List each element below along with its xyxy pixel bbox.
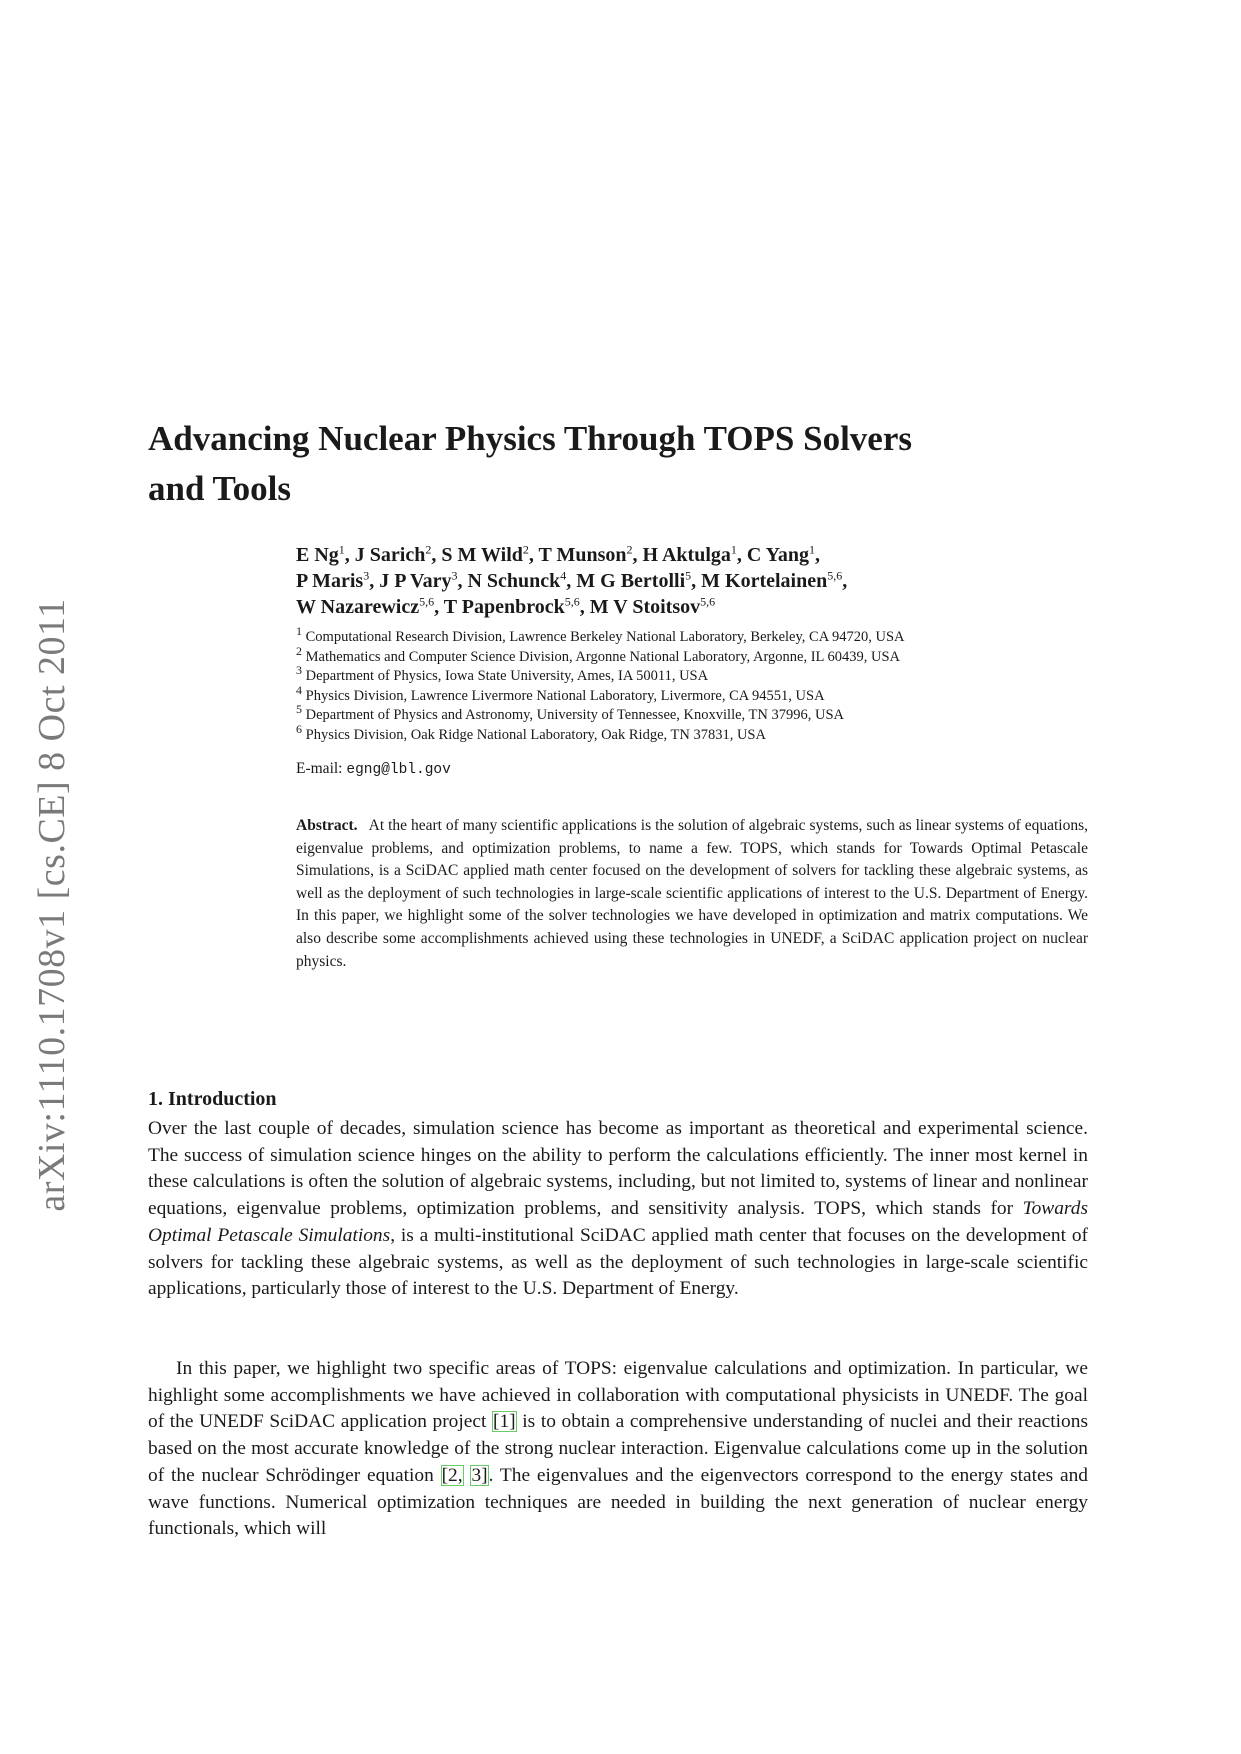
paragraph-text: . The eigenvalues and the eigenvectors correspond to the energy states and wave functions. Numerical optimization techniques are needed in building the next generation of nuclear energy functionals, which will xyxy=(148,1464,1088,1540)
abstract xyxy=(296,815,1088,973)
paragraph-text: , is a multi-institutional SciDAC applied math center that focuses on the development of solvers for tackling these algebraic systems, as well as the deployment of such technologies in large-scale scientific applications, particularly those of interest to the U.S. Department of Energy. xyxy=(148,1224,1088,1300)
contact-email xyxy=(296,760,451,778)
citation-link-1[interactable]: [1] xyxy=(493,1411,516,1433)
affiliation-text: Department of Physics, Iowa State University, Ames, IA 50011, USA xyxy=(305,668,709,685)
section-number: 1. xyxy=(148,1088,163,1110)
paragraph-text: Over the last couple of decades, simulation science has become as important as theoretical and experimental science. The success of simulation science hinges on the ability to perform the calculations efficiently. The inner most kernel in these calculations is often the solution of algebraic systems, including, but not limited to, systems of linear and nonlinear equations, eigenvalue problems, optimization problems, and sensitivity analysis. TOPS, which stands for xyxy=(148,1118,1088,1220)
email-label: E-mail: xyxy=(296,760,343,777)
intro-paragraph-2 xyxy=(148,1356,1088,1543)
affiliation-text: Department of Physics and Astronomy, University of Tennessee, Knoxville, TN 37996, USA xyxy=(305,707,845,724)
affiliation-number: 2 xyxy=(296,643,302,658)
author-affiliation-mark: 1 xyxy=(730,542,737,557)
abstract-text: At the heart of many scientific applications is the solution of algebraic systems, such as linear systems of equations, eigenvalue problems, and optimization problems, to name a few. TOPS, which stands for Towards Optimal Petascale Simulations, is a SciDAC applied math center focused on the development of solvers for tackling these algebraic systems, as well as the deployment of such technologies in large-scale scientific applications of interest to the U.S. Department of Energy. In this paper, we highlight some of the solver technologies we have developed in optimization and matrix computations. We also describe some accomplishments achieved using these technologies in UNEDF, a SciDAC application project on nuclear physics. xyxy=(296,817,1088,970)
author-affiliation-mark: 1 xyxy=(808,542,815,557)
section-heading-introduction xyxy=(148,1088,277,1111)
author: T Papenbrock xyxy=(443,596,565,618)
affiliation xyxy=(296,624,1096,648)
author-affiliation-mark: 2 xyxy=(522,542,529,557)
author: C Yang xyxy=(746,544,809,566)
author-affiliation-mark: 5,6 xyxy=(564,594,580,609)
affiliation-number: 1 xyxy=(296,624,302,639)
abstract-label: Abstract. xyxy=(296,817,358,834)
author: T Munson xyxy=(538,544,627,566)
author: W Nazarewicz xyxy=(296,596,420,618)
paper-title xyxy=(148,414,1088,514)
author-affiliation-mark: 1 xyxy=(338,542,345,557)
affiliation-number: 5 xyxy=(296,702,302,717)
affiliation xyxy=(296,663,1096,687)
affiliation xyxy=(296,702,1096,726)
emphasis-text: Towards Optimal Petascale Simulations xyxy=(148,1198,1088,1246)
author: S M Wild xyxy=(441,544,523,566)
intro-paragraph-1 xyxy=(148,1116,1088,1303)
affiliation xyxy=(296,722,1096,746)
author-affiliation-mark: 4 xyxy=(560,568,567,583)
author-affiliation-mark: 2 xyxy=(425,542,432,557)
author: M G Bertolli xyxy=(576,570,686,592)
affiliation-number: 6 xyxy=(296,722,302,737)
affiliation-list xyxy=(296,624,1096,746)
citation-link-3[interactable]: 3] xyxy=(471,1464,488,1486)
affiliation-text: Physics Division, Lawrence Livermore National Laboratory, Livermore, CA 94551, USA xyxy=(305,687,825,704)
affiliation-number: 3 xyxy=(296,663,302,678)
paragraph-text: In this paper, we highlight two specific areas of TOPS: eigenvalue calculations and optimization. In particular, we highlight some accomplishments we have achieved in collaboration with computational physicists in UNEDF. The goal of the UNEDF SciDAC application project xyxy=(148,1358,1088,1433)
affiliation-text: Mathematics and Computer Science Division, Argonne National Laboratory, Argonne, IL 60439, USA xyxy=(305,648,901,665)
paragraph-text: is to obtain a comprehensive understanding of nuclei and their reactions based on the most accurate knowledge of the strong nuclear interaction. Eigenvalue calculations come up in the solution of the nuclear Schrödinger equation xyxy=(148,1411,1088,1486)
arxiv-identifier: arXiv:1110.1708v1 [cs.CE] 8 Oct 2011 xyxy=(31,598,73,1212)
title-line-2: and Tools xyxy=(148,469,292,508)
author-affiliation-mark: 5 xyxy=(685,568,692,583)
author: P Maris xyxy=(296,570,364,592)
author-affiliation-mark: 5,6 xyxy=(827,568,843,583)
affiliation-text: Computational Research Division, Lawrence Berkeley National Laboratory, Berkeley, CA 94720, USA xyxy=(305,629,905,645)
author-affiliation-mark: 5,6 xyxy=(700,594,716,609)
author: H Aktulga xyxy=(642,544,731,566)
affiliation xyxy=(296,682,1096,707)
title-line-1: Advancing Nuclear Physics Through TOPS Solvers xyxy=(148,419,913,458)
arxiv-sidebar xyxy=(22,560,82,1250)
author: N Schunck xyxy=(467,570,561,592)
author-affiliation-mark: 3 xyxy=(363,568,370,583)
author: J Sarich xyxy=(354,544,426,566)
author-list: E Ng$^1$, J Sarich$^2$, S M Wild$^2$, T Munson$^2$, H Aktulga$^1$, C Yang$^1$, P Maris$^3$, J P Vary$^3$, N Schunck$^4$, M G Bertolli$^5$, M Kortelainen$^{5,6}$, W Nazarewicz$^{5,6}$, T Papenbrock$^{5,6}$, M V Stoitsov$^{5,6}$ xyxy=(296,542,848,618)
section-title: Introduction xyxy=(168,1088,277,1110)
author-affiliation-mark: 3 xyxy=(451,568,458,583)
affiliation-text: Physics Division, Oak Ridge National Laboratory, Oak Ridge, TN 37831, USA xyxy=(305,726,766,743)
affiliation-number: 4 xyxy=(296,682,302,697)
author: M Kortelainen xyxy=(701,570,828,592)
email-address[interactable]: egng@lbl.gov xyxy=(346,762,451,778)
author-affiliation-mark: 2 xyxy=(626,542,633,557)
affiliation xyxy=(296,643,1096,668)
author: J P Vary xyxy=(379,570,452,592)
author: E Ng xyxy=(296,544,339,566)
citation-link-2[interactable]: [2, xyxy=(441,1464,463,1486)
author-affiliation-mark: 5,6 xyxy=(419,594,435,609)
author: M V Stoitsov xyxy=(589,596,701,618)
